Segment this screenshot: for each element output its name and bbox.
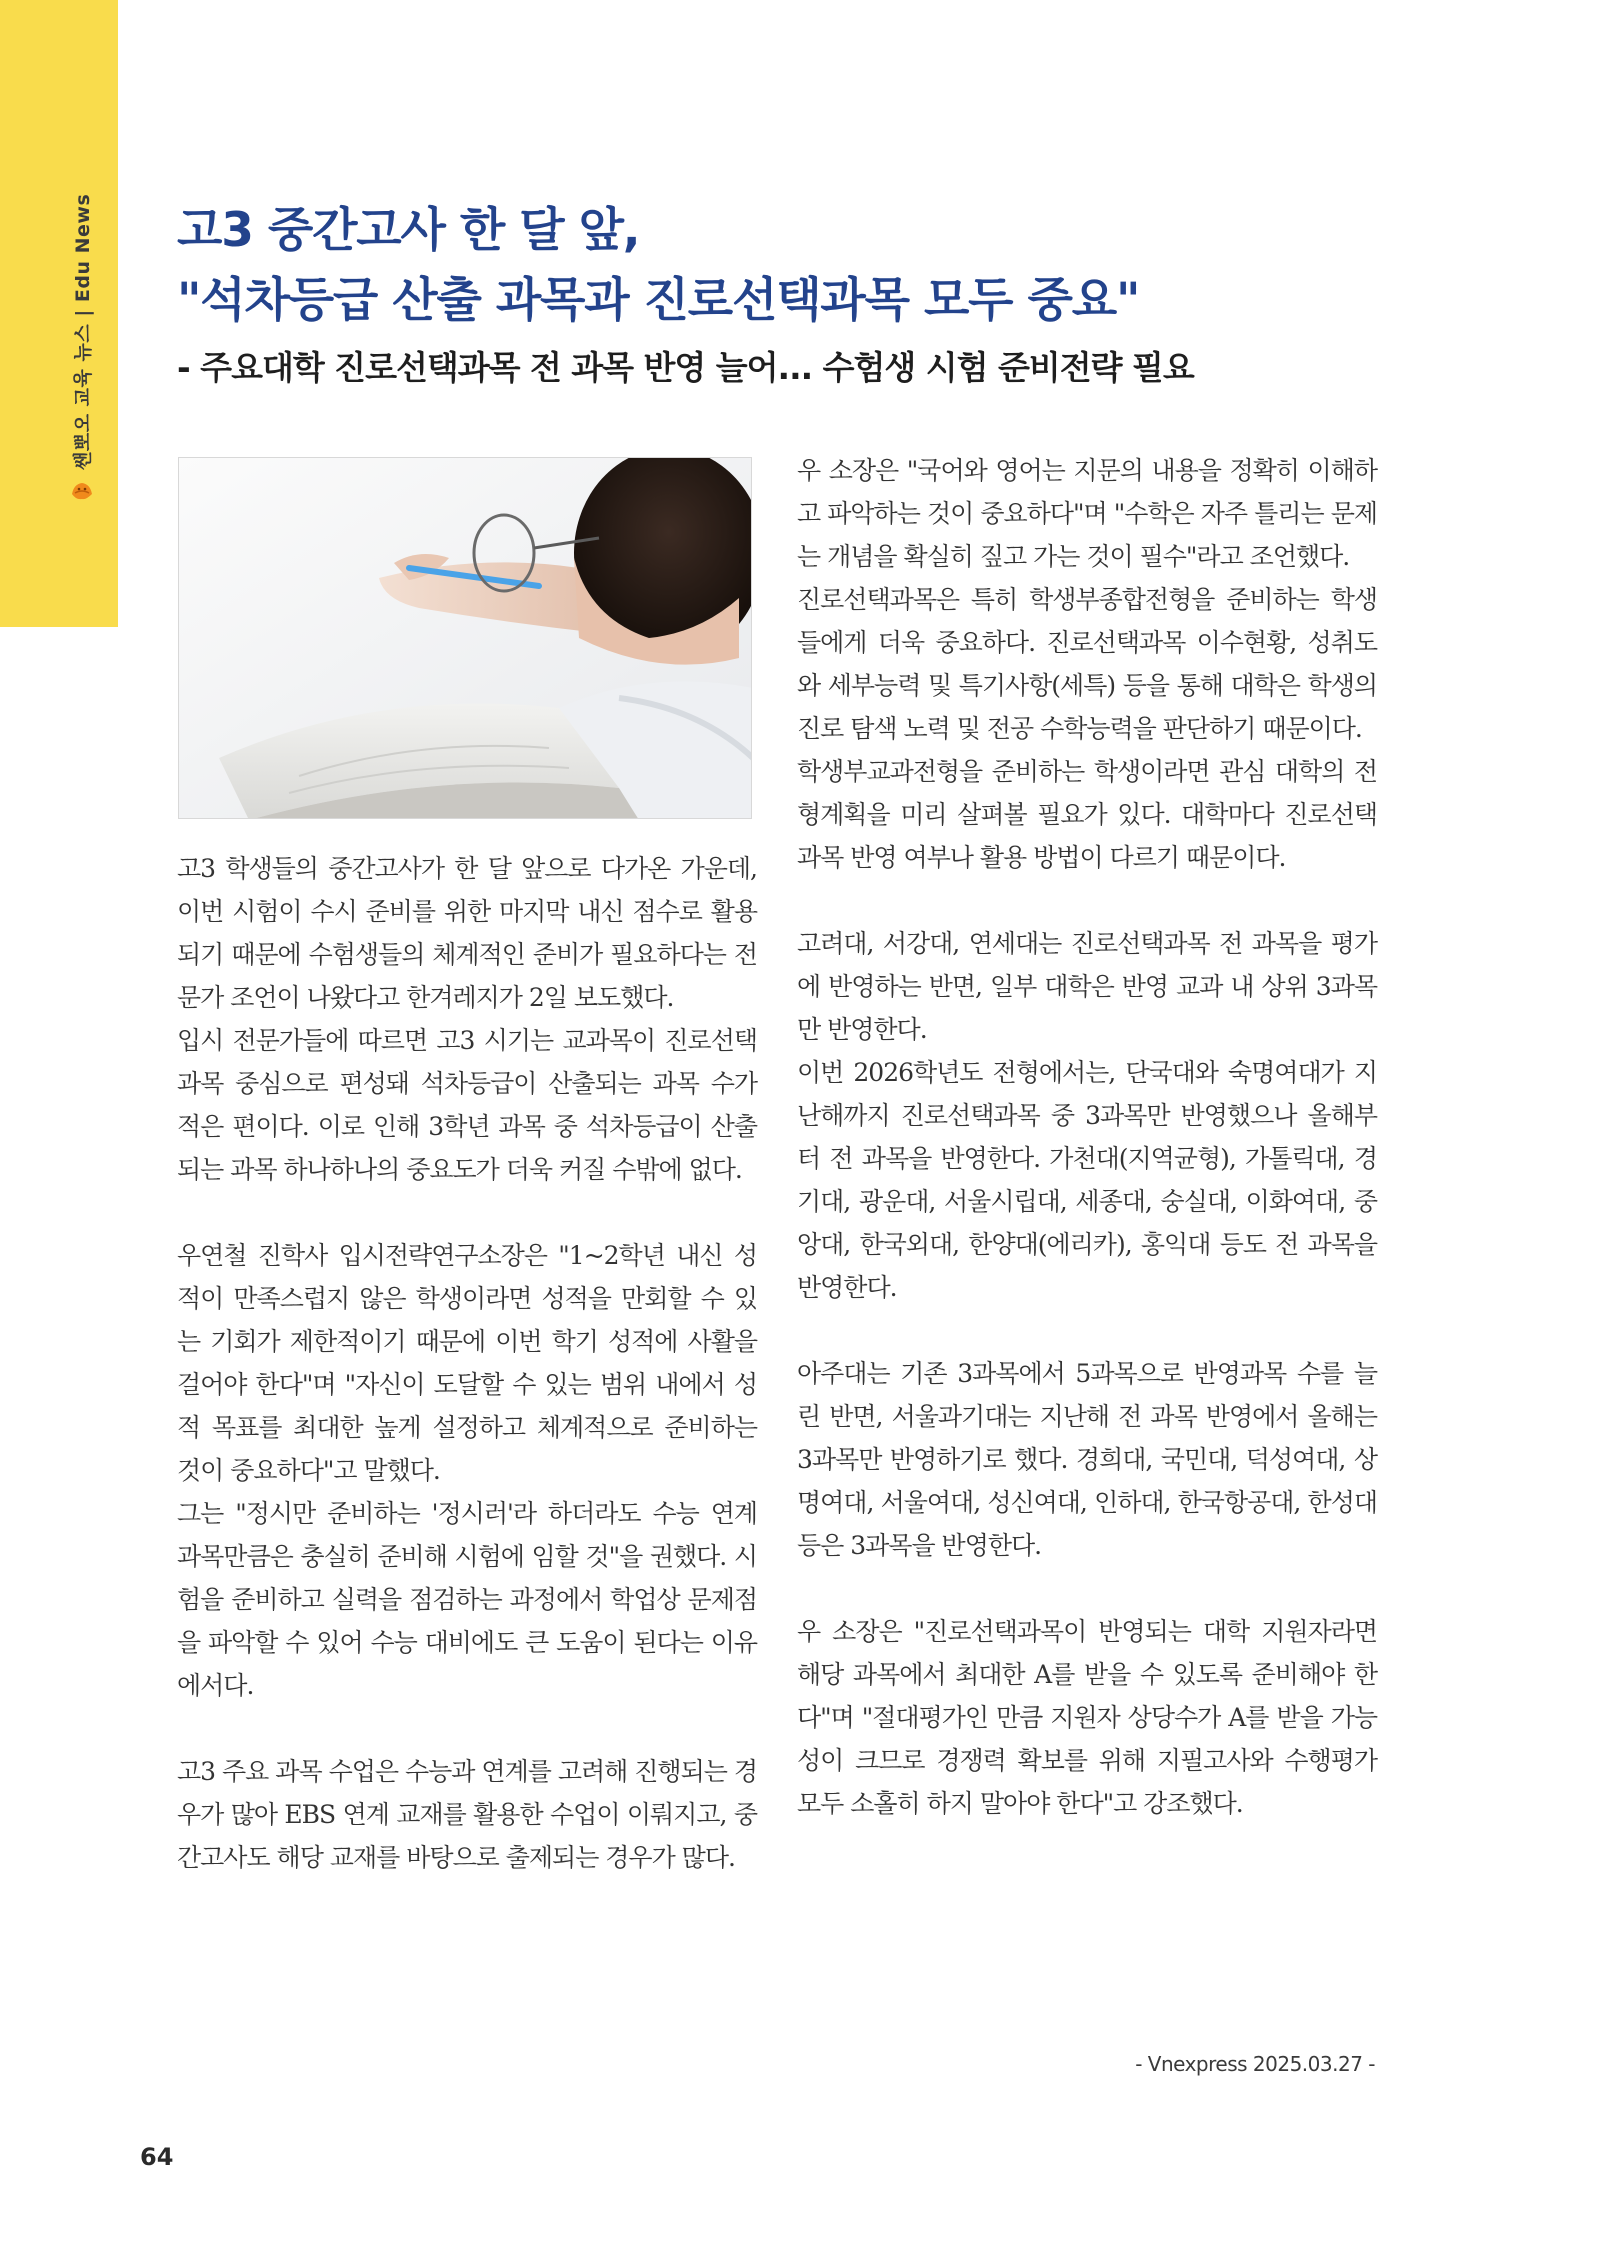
paragraph: 아주대는 기존 3과목에서 5과목으로 반영과목 수를 늘린 반면, 서울과기대는 지난해 전 과목 반영에서 올해는 3과목만 반영하기로 했다. 경희대, 국민대, 덕성여대, 상명여대, 서울여대, 성신여대, 인하대, 한국항공대, 한성대 등은 3과목을 반영한다. xyxy=(797,1359,1377,1560)
page-number: 64 xyxy=(140,2143,174,2171)
paragraph: 고3 주요 과목 수업은 수능과 연계를 고려해 진행되는 경우가 많아 EBS 연계 교재를 활용한 수업이 이뤄지고, 중간고사도 해당 교재를 바탕으로 출제되는 경우가 많다. xyxy=(177,1757,757,1872)
article-title xyxy=(177,196,1527,336)
student-studying-image xyxy=(179,458,752,819)
paragraph: 우연철 진학사 입시전략연구소장은 "1~2학년 내신 성적이 만족스럽지 않은 학생이라면 성적을 만회할 수 있는 기회가 제한적이기 때문에 이번 학기 성적에 사활을 걸어야 한다"며 "자신이 도달할 수 있는 범위 내에서 성적 목표를 최대한 높게 설정하고 체계적으로 준비하는 것이 중요하다"고 말했다. xyxy=(177,1241,757,1485)
paragraph: 고3 학생들의 중간고사가 한 달 앞으로 다가온 가운데, 이번 시험이 수시 준비를 위한 마지막 내신 점수로 활용되기 때문에 수험생들의 체계적인 준비가 필요하다는 전문가 조언이 나왔다고 한겨레지가 2일 보도했다. xyxy=(177,854,757,1012)
paragraph: 입시 전문가들에 따르면 고3 시기는 교과목이 진로선택과목 중심으로 편성돼 석차등급이 산출되는 과목 수가 적은 편이다. 이로 인해 3학년 과목 중 석차등급이 산출되는 과목 하나하나의 중요도가 더욱 커질 수밖에 없다. xyxy=(177,1026,757,1184)
paragraph: 학생부교과전형을 준비하는 학생이라면 관심 대학의 전형계획을 미리 살펴볼 필요가 있다. 대학마다 진로선택과목 반영 여부나 활용 방법이 다르기 때문이다. xyxy=(797,757,1377,872)
article-column-left xyxy=(177,847,757,1879)
section-label-text: 쌘뽀오 교육 뉴스 | Edu News xyxy=(72,193,94,470)
paragraph: 그는 "정시만 준비하는 '정시러'라 하더라도 수능 연계 과목만큼은 충실히 준비해 시험에 임할 것"을 권했다. 시험을 준비하고 실력을 점검하는 과정에서 학업상 문제점을 파악할 수 있어 수능 대비에도 큰 도움이 된다는 이유에서다. xyxy=(177,1499,757,1700)
article-source: - Vnexpress 2025.03.27 - xyxy=(1135,2052,1375,2076)
sidebar-section-label xyxy=(68,160,98,500)
mascot-logo-icon xyxy=(70,480,94,502)
paragraph: 우 소장은 "진로선택과목이 반영되는 대학 지원자라면 해당 과목에서 최대한 A를 받을 수 있도록 준비해야 한다"며 "절대평가인 만큼 지원자 상당수가 A를 받을 가능성이 크므로 경쟁력 확보를 위해 지필고사와 수행평가 모두 소홀히 하지 말아야 한다"고 강조했다. xyxy=(797,1617,1377,1818)
article-subtitle: - 주요대학 진로선택과목 전 과목 반영 늘어... 수험생 시험 준비전략 필요 xyxy=(177,348,1194,387)
article-column-right xyxy=(797,449,1377,1825)
title-line-2: "석차등급 산출 과목과 진로선택과목 모두 중요" xyxy=(177,273,1140,328)
title-line-1: 고3 중간고사 한 달 앞, xyxy=(177,203,640,258)
article-photo xyxy=(178,457,752,819)
sidebar-band xyxy=(0,0,118,627)
paragraph: 고려대, 서강대, 연세대는 진로선택과목 전 과목을 평가에 반영하는 반면, 일부 대학은 반영 교과 내 상위 3과목만 반영한다. xyxy=(797,929,1377,1044)
paragraph: 우 소장은 "국어와 영어는 지문의 내용을 정확히 이해하고 파악하는 것이 중요하다"며 "수학은 자주 틀리는 문제는 개념을 확실히 짚고 가는 것이 필수"라고 조언했다. xyxy=(797,456,1377,571)
paragraph: 이번 2026학년도 전형에서는, 단국대와 숙명여대가 지난해까지 진로선택과목 중 3과목만 반영했으나 올해부터 전 과목을 반영한다. 가천대(지역균형), 가톨릭대, 경기대, 광운대, 서울시립대, 세종대, 숭실대, 이화여대, 중앙대, 한국외대, 한양대(에리카), 홍익대 등도 전 과목을 반영한다. xyxy=(797,1058,1377,1302)
paragraph: 진로선택과목은 특히 학생부종합전형을 준비하는 학생들에게 더욱 중요하다. 진로선택과목 이수현황, 성취도와 세부능력 및 특기사항(세특) 등을 통해 대학은 학생의 진로 탐색 노력 및 전공 수학능력을 판단하기 때문이다. xyxy=(797,585,1377,743)
